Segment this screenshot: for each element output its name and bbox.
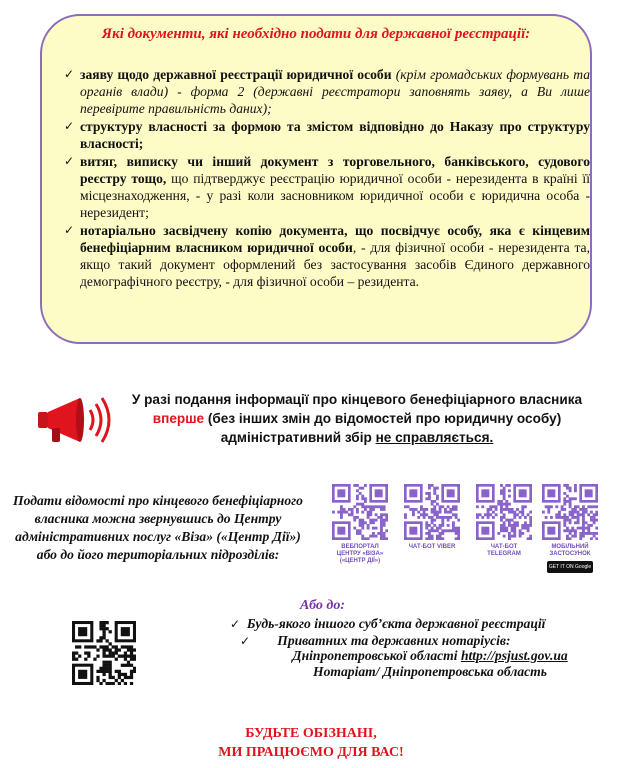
submit-info: Подати відомості про кінцевого бенефіціарного власника можна звернувшись до Центру адміністративних послуг «Віза» («Центр Дії») або до його територіальних підрозділів:: [13, 493, 303, 562]
card-title: Які документи, які необхідно подати для державної реєстрації:: [101, 26, 531, 42]
check-icon: ✓: [240, 634, 251, 648]
footer-line: МИ ПРАЦЮЄМО ДЛЯ ВАС!: [218, 745, 404, 760]
list-item: [64, 222, 590, 290]
qr-card[interactable]: [540, 484, 600, 582]
qr-label: ВЕБПОРТАЛ ЦЕНТРУ «ВІЗА» («ЦЕНТР ДІЇ»): [336, 544, 384, 564]
qr-code-icon[interactable]: [332, 484, 388, 540]
item-bold: заяву щодо державної реєстрації юридичної особи: [80, 67, 392, 82]
option-text: Приватних та державних нотаріусів:: [277, 633, 511, 648]
check-icon: ✓: [64, 67, 75, 81]
check-icon: ✓: [64, 154, 75, 168]
item-normal: , - для фізичної особи - нерезидента та, якщо такий документ оформлений без застосування засобів Єдиного державного демографічного реєстру, - для фізичної особи – резидента.: [80, 240, 590, 289]
region-info: [250, 648, 610, 680]
region-text: Нотаріат/ Дніпропетровська область: [313, 664, 547, 679]
documents-card: [40, 14, 592, 344]
list-item: [64, 153, 590, 221]
region-text: Дніпропетровської області: [292, 648, 461, 663]
check-icon: ✓: [64, 223, 75, 237]
check-icon: ✓: [230, 617, 241, 631]
item-bold: нотаріально засвідчену копію документа, що посвідчує особу, яка є кінцевим бенефіціарним власником юридичної особи: [80, 223, 590, 255]
megaphone-icon: [34, 390, 114, 450]
psjust-link[interactable]: http://psjust.gov.ua: [460, 648, 568, 663]
qr-card[interactable]: [474, 484, 534, 558]
list-item: [64, 118, 590, 152]
notice-highlight: вперше: [152, 411, 205, 426]
item-normal: що підтверджує реєстрацію юридичної особи - нерезидента в країні її місцезнаходження, - у разі коли засновником юридичної особи є юридична особа - нерезидент;: [80, 171, 590, 220]
qr-code-icon[interactable]: [404, 484, 460, 540]
option-any-registrar: [230, 616, 610, 632]
item-italic: (крім громадських формувань та органів влади) - форма 2 (державні реєстратори заповнять заяву, а Ви лише перевірите правильність даних);: [80, 67, 590, 116]
fee-notice: [118, 390, 596, 447]
footer-line: БУДЬТЕ ОБІЗНАНІ,: [245, 726, 377, 741]
option-text: Будь-якого іншого суб’єкта державної реєстрації: [246, 616, 546, 631]
qr-label: ЧАТ-БОТ TELEGRAM: [487, 544, 521, 557]
also-title: Або до:: [300, 598, 346, 613]
option-notaries: [240, 633, 610, 649]
notice-text: (без інших змін до відомостей про юридичну особу) адміністративний збір: [204, 411, 562, 445]
list-item: [64, 66, 590, 117]
footer-slogan: [0, 724, 622, 762]
item-bold: витяг, виписку чи інший документ з торговельного, банківського, судового реєстру тощо,: [80, 154, 590, 186]
item-bold: структуру власності за формою та змістом відповідно до Наказу про структуру власності;: [80, 119, 590, 151]
qr-label: МОБІЛЬНИЙ ЗАСТОСУНОК: [549, 544, 591, 557]
check-icon: ✓: [64, 119, 75, 133]
qr-label: ЧАТ-БОТ VIBER: [408, 544, 456, 550]
qr-card[interactable]: [402, 484, 462, 551]
qr-codes-row: [330, 484, 610, 584]
qr-card[interactable]: [330, 484, 390, 565]
google-play-badge[interactable]: GET IT ON Google Play: [547, 561, 593, 573]
documents-list: [64, 66, 590, 291]
qr-code-icon[interactable]: [72, 621, 136, 685]
notice-underlined: не справляється.: [375, 430, 494, 445]
qr-code-icon[interactable]: [476, 484, 532, 540]
notice-text: У разі подання інформації про кінцевого бенефіціарного власника: [131, 392, 583, 407]
qr-code-icon[interactable]: [542, 484, 598, 540]
